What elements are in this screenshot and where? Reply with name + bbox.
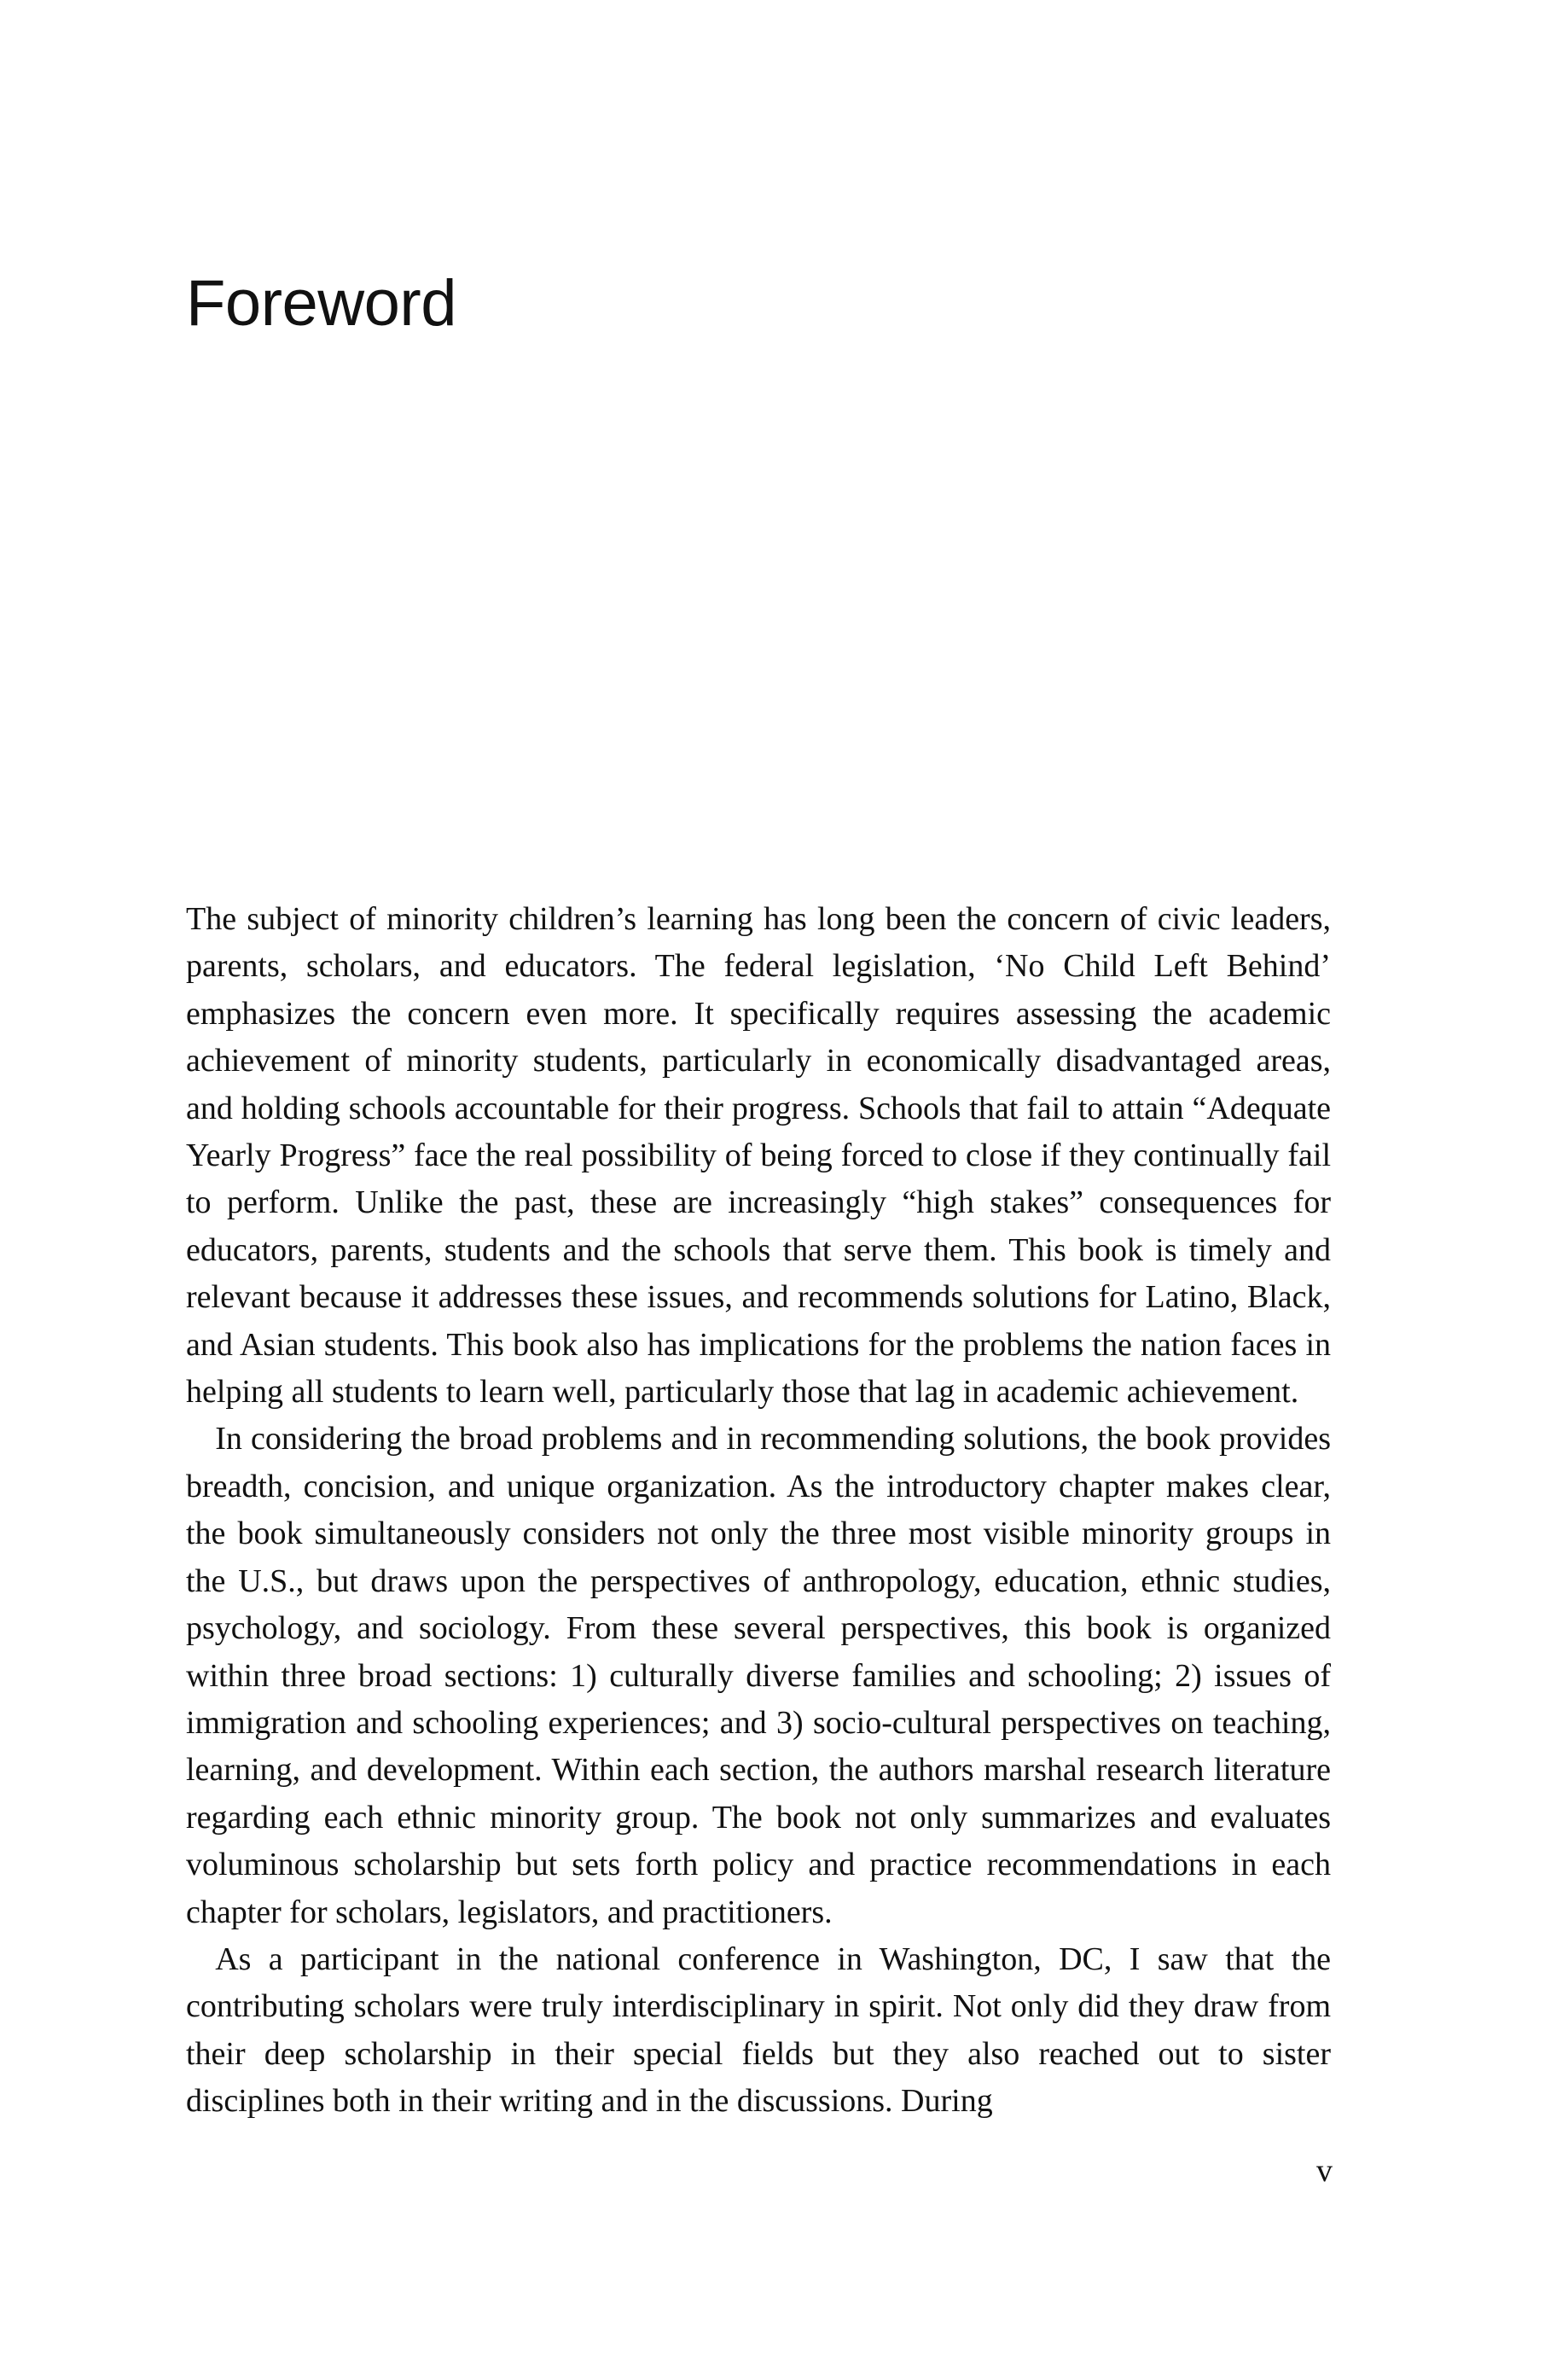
chapter-title: Foreword <box>186 267 456 340</box>
body-text <box>186 896 1331 2126</box>
paragraph-3: As a participant in the national conference in Washington, DC, I saw that the contributing scholars were truly interdisciplinary in spirit. Not only did they draw from their deep scholarship in their special fields but they also reached out to sister disciplines both in their writing and in the discussions. During <box>186 1940 1331 2120</box>
paragraph-1: The subject of minority children’s learning has long been the concern of civic leaders, parents, scholars, and educators. The federal legislation, ‘No Child Left Behind’ emphasizes the concern even more. It specifically requires assessing the academic achievement of minority students, particularly in economically disadvantaged areas, and holding schools accountable for their progress. Schools that fail to attain “Adequate Yearly Progress” face the real possibility of being forced to close if they continually fail to perform. Unlike the past, these are increasingly “high stakes” consequences for educators, parents, students and the schools that serve them. This book is timely and relevant because it addresses these issues, and recommends solutions for Latino, Black, and Asian students. This book also has implications for the problems the nation faces in helping all students to learn well, particularly those that lag in academic achievement. <box>186 901 1331 1411</box>
paragraph-2: In considering the broad problems and in recommending solutions, the book provides breadth, concision, and unique organization. As the introductory chapter makes clear, the book simultaneously considers not only the three most visible minority groups in the U.S., but draws upon the perspectives of anthropology, education, ethnic studies, psychology, and sociology. From these several perspectives, this book is organized within three broad sections: 1) culturally diverse families and schooling; 2) issues of immigration and schooling experiences; and 3) socio-cultural perspectives on teaching, learning, and development. Within each section, the authors marshal research literature regarding each ethnic minority group. The book not only summarizes and evaluates voluminous scholarship but sets forth policy and practice recommendations in each chapter for scholars, legislators, and practitioners. <box>186 1421 1331 1930</box>
page-number: v <box>1316 2153 1333 2189</box>
